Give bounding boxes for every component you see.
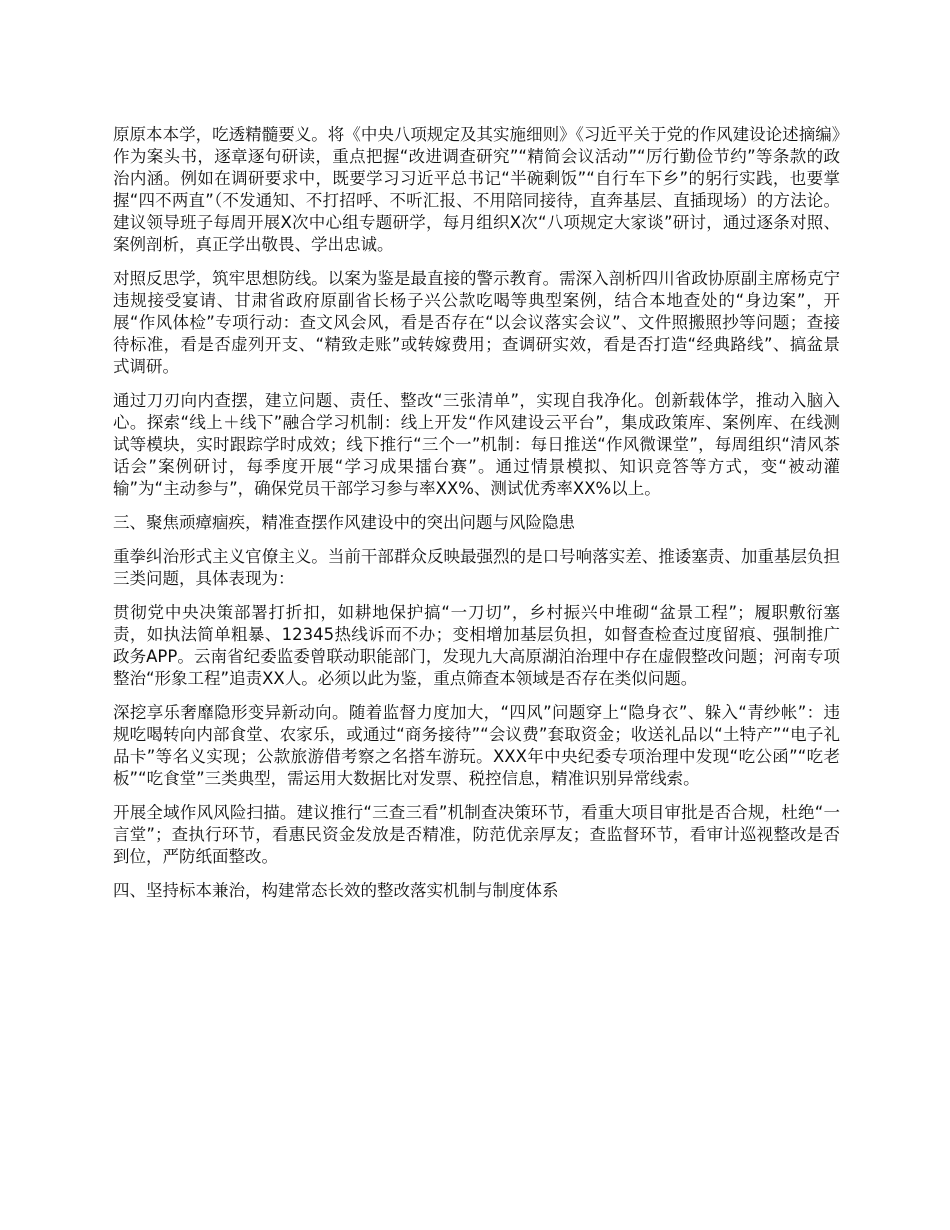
paragraph-formalism-intro: 重拳纠治形式主义官僚主义。当前干部群众反映最强烈的是口号响落实差、推诿塞责、加重基层负担三类问题，具体表现为： xyxy=(113,547,840,588)
paragraph-reflect-study: 对照反思学，筑牢思想防线。以案为鉴是最直接的警示教育。需深入剖析四川省政协原副主席杨克宁违规接受宴请、甘肃省政府原副省长杨子兴公款吃喝等典型案例，结合本地查处的“身边案”，开展“作风体检”专项行动：查文风会风，看是否存在“以会议落实会议”、文件照搬照抄等问题；查接待标准，看是否虚列开支、“精致走账”或转嫁费用；查调研实效，看是否打造“经典路线”、搞盆景式调研。 xyxy=(113,269,840,376)
section-heading-3: 三、聚焦顽瘴痼疾，精准查摆作风建设中的突出问题与风险隐患 xyxy=(113,513,575,532)
paragraph-formalism-examples: 贯彻党中央决策部署打折扣，如耕地保护搞“一刀切”，乡村振兴中堆砌“盆景工程”；履职敷衍塞责，如执法简单粗暴、12345热线诉而不办；变相增加基层负担，如督查检查过度留痕、强制推广政务APP。云南省纪委监委曾联动职能部门，发现九大高原湖泊治理中存在虚假整改问题；河南专项整治“形象工程”追责XX人。必须以此为鉴，重点筛查本领域是否存在类似问题。 xyxy=(113,603,840,688)
paragraph-study-essence: 原原本本学，吃透精髓要义。将《中央八项规定及其实施细则》《习近平关于党的作风建设论述摘编》作为案头书，逐章逐句研读，重点把握“改进调查研究”“精简会议活动”“厉行勤俭节约”等条款的政治内涵。例如在调研要求中，既要学习习近平总书记“半碗剩饭”“自行车下乡”的躬行实践，也要掌握“四不两直”（不发通知、不打招呼、不听汇报、不用陪同接待，直奔基层、直插现场）的方法论。建议领导班子每周开展X次中心组专题研学，每月组织X次“八项规定大家谈”研讨，通过逐条对照、案例剖析，真正学出敬畏、学出忠诚。 xyxy=(113,125,840,254)
document-body xyxy=(113,124,840,914)
paragraph-hedonism-trends: 深挖享乐奢靡隐形变异新动向。随着监督力度加大，“四风”问题穿上“隐身衣”、躲入“青纱帐”：违规吃喝转向内部食堂、农家乐，或通过“商务接待”“会议费”套取资金；收送礼品以“土特产”“电子礼品卡”等名义实现；公款旅游借考察之名搭车游玩。XXX年中央纪委专项治理中发现“吃公函”“吃老板”“吃食堂”三类典型，需运用大数据比对发票、税控信息，精准识别异常线索。 xyxy=(113,703,840,788)
section-heading-4: 四、坚持标本兼治，构建常态长效的整改落实机制与制度体系 xyxy=(113,881,559,900)
paragraph-risk-scan: 开展全域作风风险扫描。建议推行“三查三看”机制查决策环节，看重大项目审批是否合规，杜绝“一言堂”；查执行环节，看惠民资金发放是否精准，防范优亲厚友；查监督环节，看审计巡视整改是否到位，严防纸面整改。 xyxy=(113,803,840,866)
paragraph-innovate-study: 通过刀刃向内查摆，建立问题、责任、整改“三张清单”，实现自我净化。创新载体学，推动入脑入心。探索“线上＋线下”融合学习机制：线上开发“作风建设云平台”，集成政策库、案例库、在线测试等模块，实时跟踪学时成效；线下推行“三个一”机制：每日推送“作风微课堂”，每周组织“清风茶话会”案例研讨，每季度开展“学习成果擂台赛”。通过情景模拟、知识竞答等方式，变“被动灌输”为“主动参与”，确保党员干部学习参与率XX%、测试优秀率XX%以上。 xyxy=(113,391,840,498)
